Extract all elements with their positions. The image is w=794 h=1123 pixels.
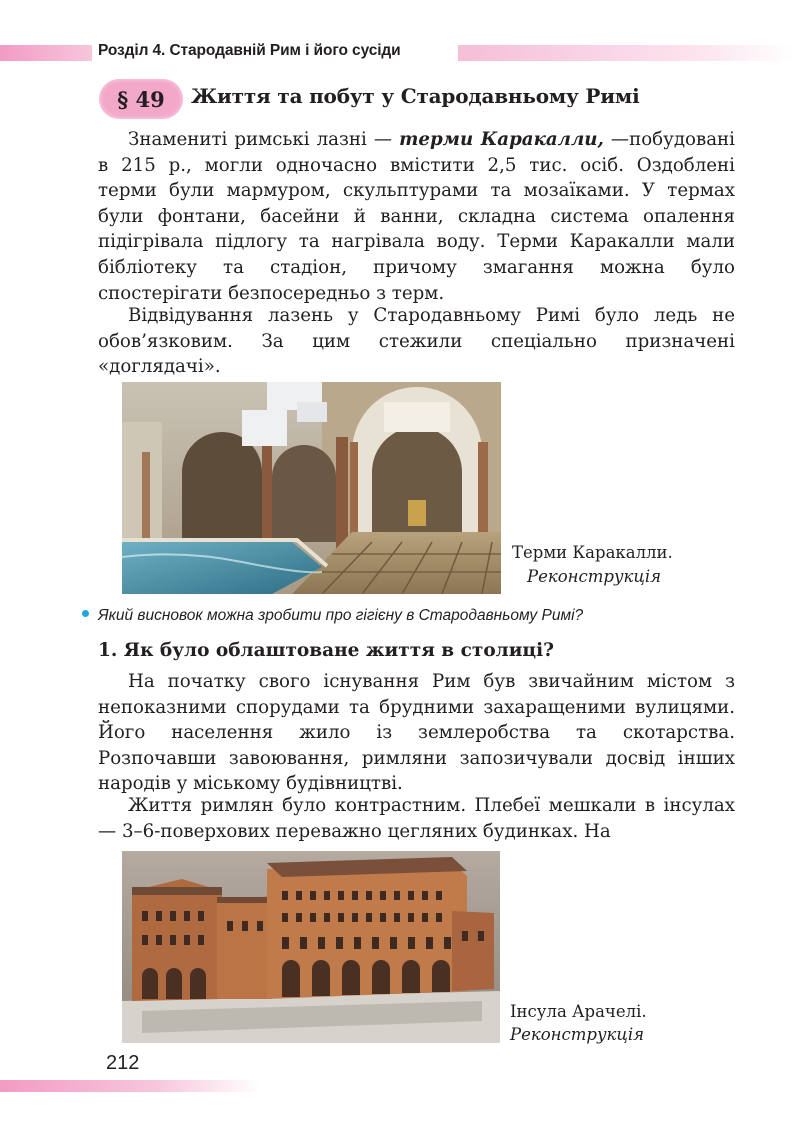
header-accent-left: [0, 45, 92, 61]
section-title: Життя та побут у Стародавньому Римі: [191, 84, 640, 108]
paragraph-early-rome-text: На початку свого існування Рим був звичайним містом з непоказними спорудами та брудними захаращеними вулицями. Його населення жило із землеробства та скотарства. Розпочавши завоювання, римляни запозичували досвід інших народів у міському будівництві.: [98, 671, 735, 795]
paragraph-insulae: [98, 793, 735, 844]
caption-insula-note: [510, 1024, 644, 1046]
section-badge: § 49: [99, 79, 183, 119]
footer-accent: [0, 1080, 260, 1092]
caption-insula-title: Інсула Арачелі.: [510, 1002, 647, 1021]
bullet-icon: [82, 610, 89, 617]
term-caracalla: терми Каракалли,: [399, 129, 604, 150]
insula-illustration: [122, 851, 500, 1043]
running-header: Розділ 4. Стародавній Рим і його сусіди: [98, 42, 401, 59]
paragraph-baths: [98, 127, 735, 306]
insula-aracoeli-image: [122, 851, 500, 1043]
review-question: [82, 607, 583, 625]
subheading-capital-life: 1. Як було облаштоване життя в столиці?: [98, 640, 554, 661]
caption-baths-note-text: Реконструкція: [527, 567, 662, 586]
header-accent-right: [458, 45, 794, 61]
caption-baths-title: Терми Каракалли.: [512, 543, 673, 562]
paragraph-visits: [98, 303, 735, 380]
paragraph-baths-rest: —побудовані в 215 р., могли одночасно вмістити 2,5 тис. осіб. Оздоблені терми були мармуром, скульптурами та мозаїками. У термах були фонтани, басейни й ванни, складна система опалення підігрівала підлогу та нагрівала воду. Терми Каракалли мали бібліотеку та стадіон, причому змагання можна було спостерігати безпосередньо з терм.: [98, 129, 735, 304]
paragraph-baths-lead: Знамениті римські лазні —: [128, 129, 400, 150]
page-number: 212: [106, 1052, 140, 1074]
caption-baths-note: [527, 566, 661, 588]
paragraph-early-rome: [98, 669, 735, 797]
baths-illustration: [122, 382, 501, 594]
review-question-text: Який висновок можна зробити про гігієну в Стародавньому Римі?: [98, 607, 584, 624]
baths-of-caracalla-image: [122, 382, 501, 594]
paragraph-insulae-text: Життя римлян було контрастним. Плебеї мешкали в інсулах — 3–6-поверхових переважно цегляних будинках. На: [98, 795, 735, 842]
paragraph-visits-text: Відвідування лазень у Стародавньому Римі було ледь не обов’язковим. За цим стежили спеціально призначені «доглядачі».: [98, 305, 735, 378]
caption-insula-note-text: Реконструкція: [510, 1025, 645, 1044]
